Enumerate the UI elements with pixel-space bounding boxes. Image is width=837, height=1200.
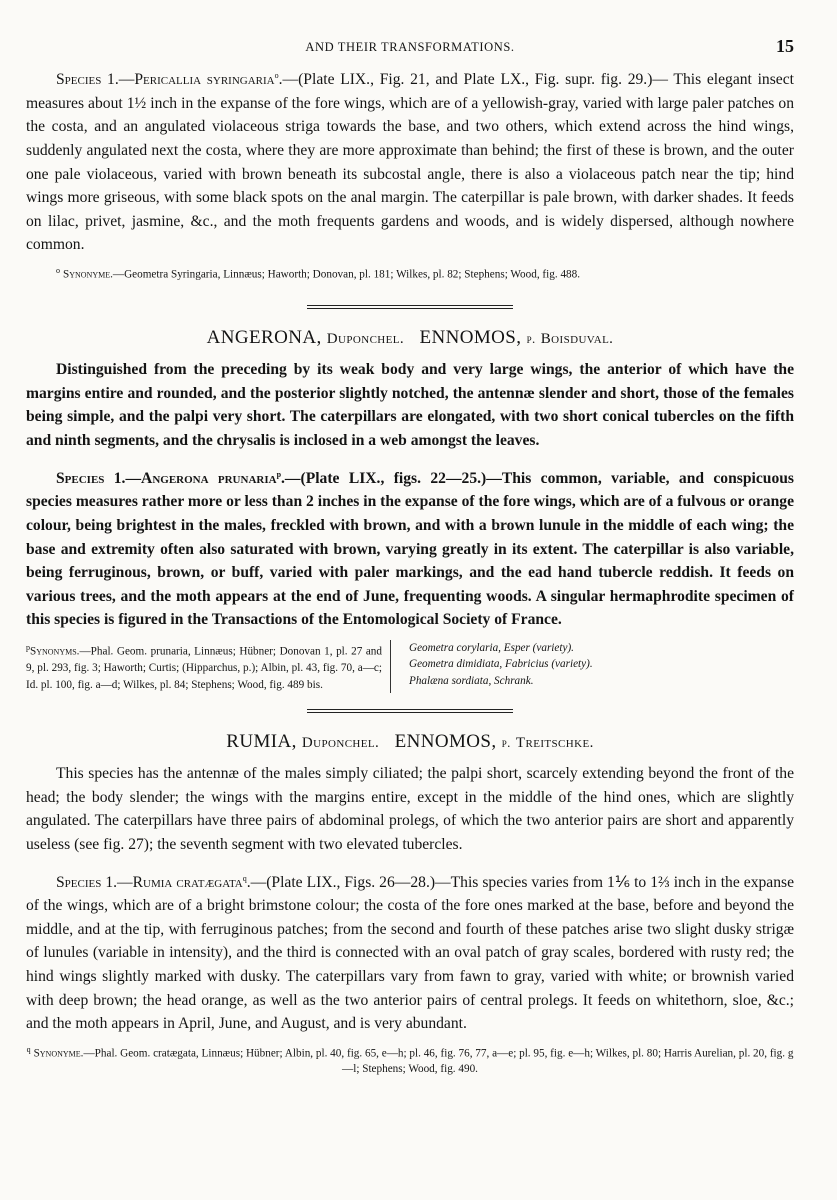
rumia-footnote-label: Synonyme.: [33, 1047, 84, 1060]
rumia-author: Duponchel.: [301, 735, 380, 752]
angerona-description: .—(Plate LIX., figs. 22—25.)—This common, variable, and conspicuous species measures rather more or less than 2 inches in the expanse of the fore wings, which are of a fulvous or orange colour, being brightest in the males, freckled with brown, and with a brown lunule in the middle of each wing; the base and extremity often also saturated with brown, varying greatly in its extent. The caterpillar is also variable, being ferruginous, brown, or buff, varied with paler markings, and the ead hand tubercle reddish. It feeds on various trees, and the moth appears at the end of June, frequenting woods. A singular hermaphrodite specimen of this species is figured in the Transactions of the Entomological Society of France.: [26, 469, 794, 629]
rumia-note-mark: q: [242, 873, 247, 883]
rumia-footnote: [26, 1042, 794, 1078]
rumia-alt-author: Treitschke.: [515, 735, 594, 752]
pericallia-species-paragraph: [26, 64, 794, 257]
page-number: 15: [776, 36, 794, 56]
angerona-alt-genus: ENNOMOS,: [419, 327, 522, 349]
angerona-author: Duponchel.: [326, 331, 405, 348]
pericallia-footnote-label: Synonyme.: [63, 268, 113, 281]
pericallia-footnote-text: —Geometra Syringaria, Linnæus; Haworth; Donovan, pl. 181; Wilkes, pl. 82; Stephens; Wood, fig. 488.: [112, 268, 581, 281]
angerona-synonym-item: Phalæna sordiata, Schrank.: [409, 674, 534, 687]
pericallia-footnote-mark: o: [56, 265, 60, 275]
rumia-description: .—(Plate LIX., Figs. 26—28.)—This species varies from 1⅙ to 1⅔ inch in the expanse of the wings, which are of a bright brimstone colour; the costa of the fore ones marked at the base, before and beyond the middle, and at the tip, with ferruginous patches; from the second and fourth of these patches arise two slight dusky strigæ of lunules (variable in intensity), and the third is connected with an oval patch of gray scales, bordered with rusty red; the hind wings slightly marked with dusky. The caterpillars vary from fawn to gray, varied with white; or brownish varied with deep brown; the head orange, as well as the two anterior pairs of central prolegs. It feeds on whitethorn, sloe, &c.; and the moth appears in April, June, and August, and is very abundant.: [26, 873, 794, 1033]
angerona-genus: ANGERONA,: [206, 327, 322, 349]
angerona-species-label: Species 1.—Angerona prunaria: [56, 469, 277, 487]
pericallia-description: This elegant insect measures about 1½ inch in the expanse of the fore wings, which are of a yellowish-gray, varied with large paler patches on the costa, and an angulated violaceous striga towards the base, and two others, which extend across the hind wings, suddenly angulated next the costa, where they are more approximate than behind; the first of these is brown, and the outer one pale violaceous, varied with brown beneath its subcostal angle, there is also a violaceous patch near the tip; hind wings more griseous, with some black spots on the anal margin. The caterpillar is pale brown, with darker shades. It feeds on lilac, privet, jasmine, &c., and the moth frequents gardens and woods, and is widely dispersed, although nowhere common.: [26, 71, 794, 254]
page: [26, 34, 794, 1078]
rumia-species-label: Species 1.—Rumia cratægata: [56, 873, 243, 891]
section-rule: [307, 305, 513, 309]
angerona-synonyms: [26, 640, 794, 693]
angerona-synonyms-left: [26, 640, 390, 693]
angerona-genus-heading: [26, 327, 794, 349]
angerona-synonym-item: Geometra dimidiata, Fabricius (variety).: [409, 658, 593, 671]
angerona-prefix: p.: [526, 331, 536, 347]
angerona-synonyms-label: Synonyms.: [30, 645, 80, 658]
angerona-synonyms-right: [409, 640, 794, 693]
synonym-column-divider: [390, 640, 391, 693]
angerona-alt-author: Boisduval.: [540, 331, 614, 348]
angerona-synonyms-mark: p: [26, 642, 30, 652]
rumia-prefix: p.: [501, 735, 511, 751]
pericallia-note-mark: o: [274, 71, 279, 80]
rumia-genus: RUMIA,: [226, 731, 297, 753]
rumia-footnote-mark: q: [26, 1044, 31, 1054]
rumia-intro: This species has the antennæ of the males simply ciliated; the palpi short, scarcely extending beyond the front of the head; the body slender; the wings with the margins entire, except in the middle of the hind ones, which are slightly angulated. The caterpillars have three pairs of abdominal prolegs, of which the two anterior pairs are short and apparently useless (see fig. 27); the seventh segment with two elevated tubercles.: [26, 765, 794, 853]
rumia-footnote-text: —Phal. Geom. cratægata, Linnæus; Hübner; Albin, pl. 40, fig. 65, e—h; pl. 46, fig. 76, 77, a—e; pl. 95, fig. e—h; Wilkes, pl. 80; Harris Aurelian, pl. 20, fig. g—l; Stephens; Wood, fig. 490.: [83, 1047, 794, 1076]
running-title: AND THEIR TRANSFORMATIONS.: [305, 40, 515, 54]
pericallia-species-label: Species 1.—Pericallia syringaria: [56, 71, 275, 89]
pericallia-plate-ref: .—(Plate LIX., Fig. 21, and Plate LX., Fig. supr. fig. 29.)—: [278, 71, 668, 89]
section-rule: [307, 709, 513, 713]
running-head: [26, 34, 794, 64]
angerona-note-mark: p: [276, 469, 282, 479]
angerona-intro: Distinguished from the preceding by its weak body and very large wings, the anterior of which have the margins entire and rounded, and the posterior slightly notched, the antennæ slender and short, those of the females being simple, and the palpi very short. The caterpillars are elongated, with two short conical tubercles on the fifth and ninth segments, and the chrysalis is inclosed in a web amongst the leaves.: [26, 361, 794, 449]
angerona-species-paragraph: [26, 463, 794, 632]
angerona-synonym-item: Geometra corylaria, Esper (variety).: [409, 641, 574, 654]
rumia-genus-heading: [26, 731, 794, 753]
angerona-synonyms-left-text: —Phal. Geom. prunaria, Linnæus; Hübner; Donovan 1, pl. 27 and 9, pl. 293, fig. 3; Haworth; Curtis; (Hipparchus, p.); Albin, pl. 43, fig. 70, a—c; Id. pl. 100, fig. a—d; Wilkes, pl. 84; Stephens; Wood, fig. 489 bis.: [26, 645, 382, 691]
rumia-alt-genus: ENNOMOS,: [394, 731, 497, 753]
pericallia-footnote: [26, 263, 794, 283]
rumia-species-paragraph: [26, 867, 794, 1036]
